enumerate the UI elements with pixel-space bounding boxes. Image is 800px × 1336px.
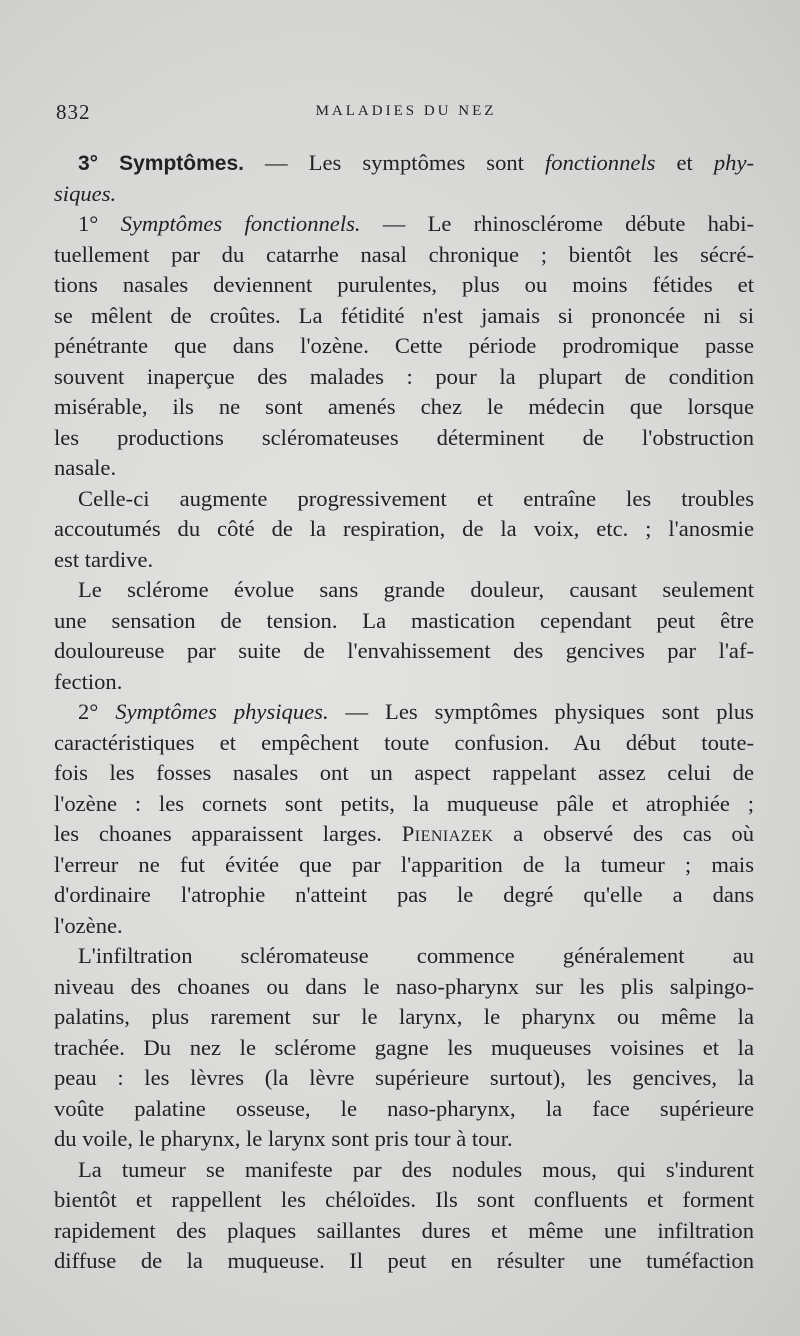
- text-line: Le sclérome évolue sans grande douleur, causant seulement: [78, 577, 754, 602]
- text-line: [54, 179, 754, 210]
- text-line: nasale.: [54, 455, 117, 480]
- text-line: est tardive.: [54, 546, 154, 572]
- subsection-1-rest: — Le rhinosclérome débute habi-: [382, 211, 754, 236]
- text-line: pénétrante que dans l'ozène. Cette période prodromique passe: [54, 333, 754, 358]
- text-line: fois les fosses nasales ont un aspect rappelant assez celui de: [54, 760, 754, 785]
- text-line: L'infiltration scléromateuse commence généralement au: [78, 943, 754, 968]
- section-ital-3: siques.: [54, 180, 117, 206]
- text-line: peau : les lèvres (la lèvre supérieure surtout), les gencives, la: [54, 1065, 754, 1090]
- subsection-1-heading: Symptômes fonctionnels.: [120, 211, 361, 236]
- subsection-2-number: 2°: [78, 699, 99, 724]
- subsection-1-number: 1°: [78, 211, 99, 236]
- text-line: l'erreur ne fut évitée que par l'apparition de la tumeur ; mais: [54, 851, 754, 877]
- text-line: bientôt et rappellent les chéloïdes. Ils sont confluents et forment: [54, 1187, 754, 1212]
- text-line: caractéristiques et empêchent toute confusion. Au début toute-: [54, 729, 754, 755]
- section-heading: Symptômes.: [119, 152, 244, 175]
- section-number: 3°: [78, 152, 99, 175]
- text-line: douloureuse par suite de l'envahissement des gencives par l'af-: [54, 638, 754, 663]
- text-line: souvent inaperçue des malades : pour la plupart de condition: [54, 363, 754, 389]
- subsection-2-heading: Symptômes physiques.: [115, 699, 329, 724]
- text-line: l'ozène.: [54, 912, 123, 938]
- page-number: 832: [56, 100, 91, 124]
- text-line: accoutumés du côté de la respiration, de la voix, etc. ; l'anosmie: [54, 516, 754, 541]
- running-title: MALADIES DU NEZ: [315, 103, 497, 119]
- text-line: trachée. Du nez le sclérome gagne les muqueuses voisines et la: [54, 1034, 754, 1060]
- text-fragment: les choanes apparaissent larges.: [54, 821, 382, 846]
- text-line: se mêlent de croûtes. La fétidité n'est jamais si prononcée ni si: [54, 302, 754, 328]
- text-line: diffuse de la muqueuse. Il peut en résulter une tuméfaction: [54, 1248, 754, 1273]
- section-ital-2: phy-: [713, 150, 754, 175]
- text-line: La tumeur se manifeste par des nodules mous, qui s'indurent: [78, 1156, 754, 1182]
- text-line: du voile, le pharynx, le larynx sont pris tour à tour.: [54, 1126, 513, 1151]
- text-line: palatins, plus rarement sur le larynx, le pharynx ou même la: [54, 1004, 754, 1029]
- body-text: [54, 148, 754, 1277]
- section-title-line: [54, 148, 754, 179]
- author-name: Pieniazek: [401, 821, 494, 846]
- text-line: l'ozène : les cornets sont petits, la muqueuse pâle et atrophiée ;: [54, 790, 754, 816]
- author-line: [54, 819, 754, 850]
- text-line: misérable, ils ne sont amenés chez le médecin que lorsque: [54, 394, 754, 419]
- subsection-2-rest: — Les symptômes physiques sont plus: [345, 699, 754, 724]
- text-line: une sensation de tension. La mastication cependant peut être: [54, 607, 754, 633]
- section-mid: et: [676, 150, 693, 175]
- text-line: d'ordinaire l'atrophie n'atteint pas le degré qu'elle a dans: [54, 882, 754, 907]
- text-line: tions nasales deviennent purulentes, plus ou moins fétides et: [54, 272, 754, 297]
- section-sep: — Les symptômes sont: [265, 150, 524, 175]
- subsection-2-line: [54, 697, 754, 728]
- text-line: Celle-ci augmente progressivement et entraîne les troubles: [78, 485, 754, 511]
- text-line: niveau des choanes ou dans le naso-pharynx sur les plis salpingo-: [54, 973, 754, 999]
- text-line: voûte palatine osseuse, le naso-pharynx, la face supérieure: [54, 1095, 754, 1121]
- section-ital-1: fonctionnels: [545, 150, 656, 175]
- text-fragment: a observé des cas où: [513, 821, 754, 846]
- page-header: [56, 100, 756, 130]
- text-line: tuellement par du catarrhe nasal chronique ; bientôt les sécré-: [54, 241, 754, 267]
- text-line: fection.: [54, 668, 123, 694]
- text-line: les productions scléromateuses déterminent de l'obstruction: [54, 424, 754, 450]
- text-line: rapidement des plaques saillantes dures et même une infiltration: [54, 1217, 754, 1243]
- subsection-1-line: [54, 209, 754, 240]
